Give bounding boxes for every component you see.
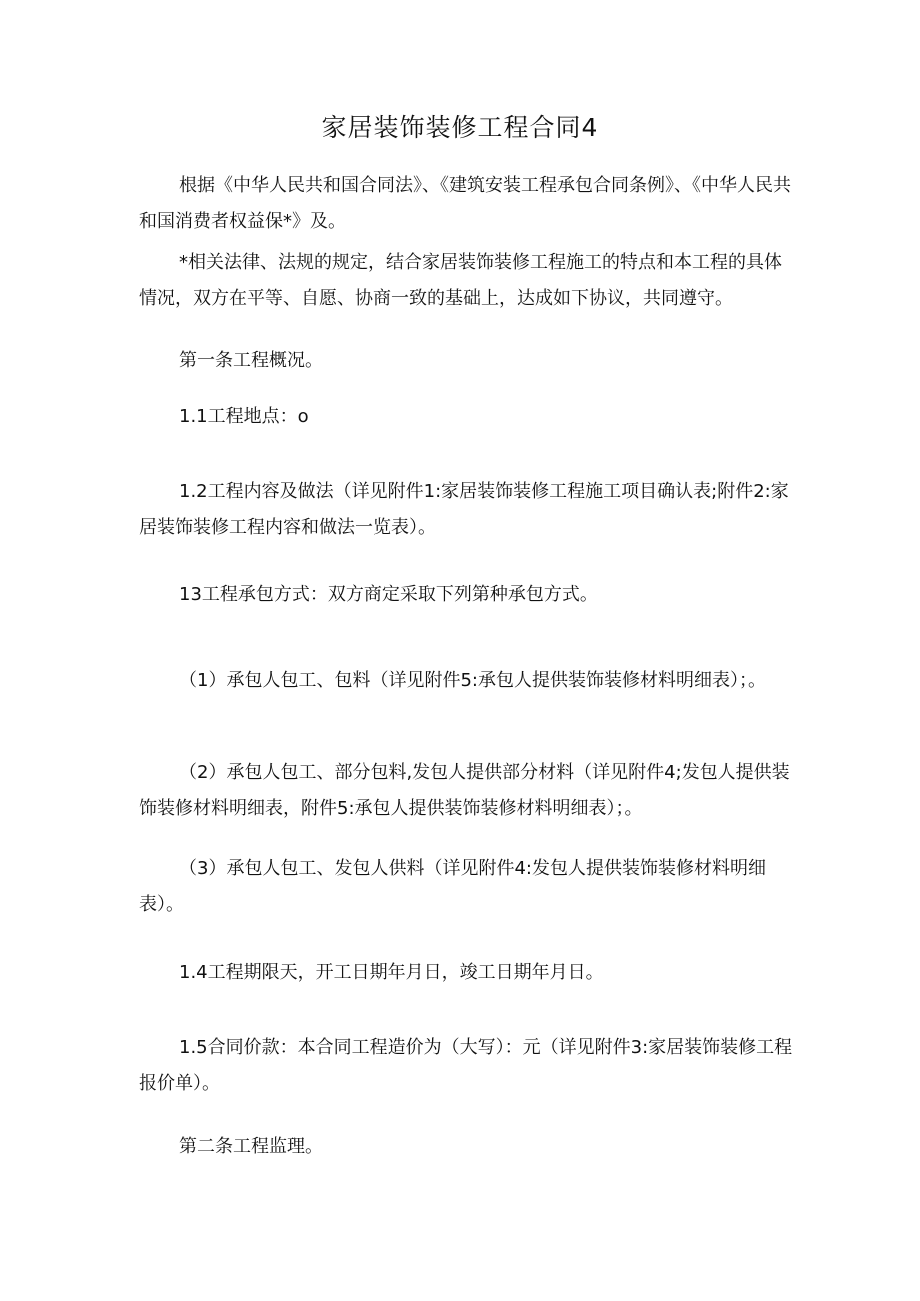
option-2: （2）承包人包工、部分包料,发包人提供部分材料（详见附件4;发包人提供装饰装修材料明细表，附件5:承包人提供装饰装修材料明细表）；。 xyxy=(139,762,790,819)
clause-1-3: 13工程承包方式：双方商定采取下列第种承包方式。 xyxy=(179,584,598,605)
heading-article-1: 第一条工程概况。 xyxy=(179,350,323,371)
heading-article-2: 第二条工程监理。 xyxy=(179,1136,323,1157)
clause-1-1: 1.1工程地点：o xyxy=(179,406,309,427)
paragraph-preamble: 根据《中华人民共和国合同法》、《建筑安装工程承包合同条例》、《中华人民共和国消费者权益保*》及。 xyxy=(139,175,791,232)
clause-1-2: 1.2工程内容及做法（详见附件1:家居装饰装修工程施工项目确认表;附件2:家居装饰装修工程内容和做法一览表）。 xyxy=(139,481,789,538)
clause-1-4: 1.4工程期限天，开工日期年月日，竣工日期年月日。 xyxy=(179,962,604,983)
option-1: （1）承包人包工、包料（详见附件5:承包人提供装饰装修材料明细表）；。 xyxy=(179,670,766,691)
option-3: （3）承包人包工、发包人供料（详见附件4:发包人提供装饰装修材料明细表）。 xyxy=(139,858,766,915)
clause-1-5: 1.5合同价款：本合同工程造价为（大写）：元（详见附件3:家居装饰装修工程报价单）。 xyxy=(139,1037,793,1094)
document-title: 家居装饰装修工程合同4 xyxy=(321,113,599,142)
paragraph-legal-basis: *相关法律、法规的规定，结合家居装饰装修工程施工的特点和本工程的具体情况，双方在平等、自愿、协商一致的基础上，达成如下协议，共同遵守。 xyxy=(139,252,782,309)
